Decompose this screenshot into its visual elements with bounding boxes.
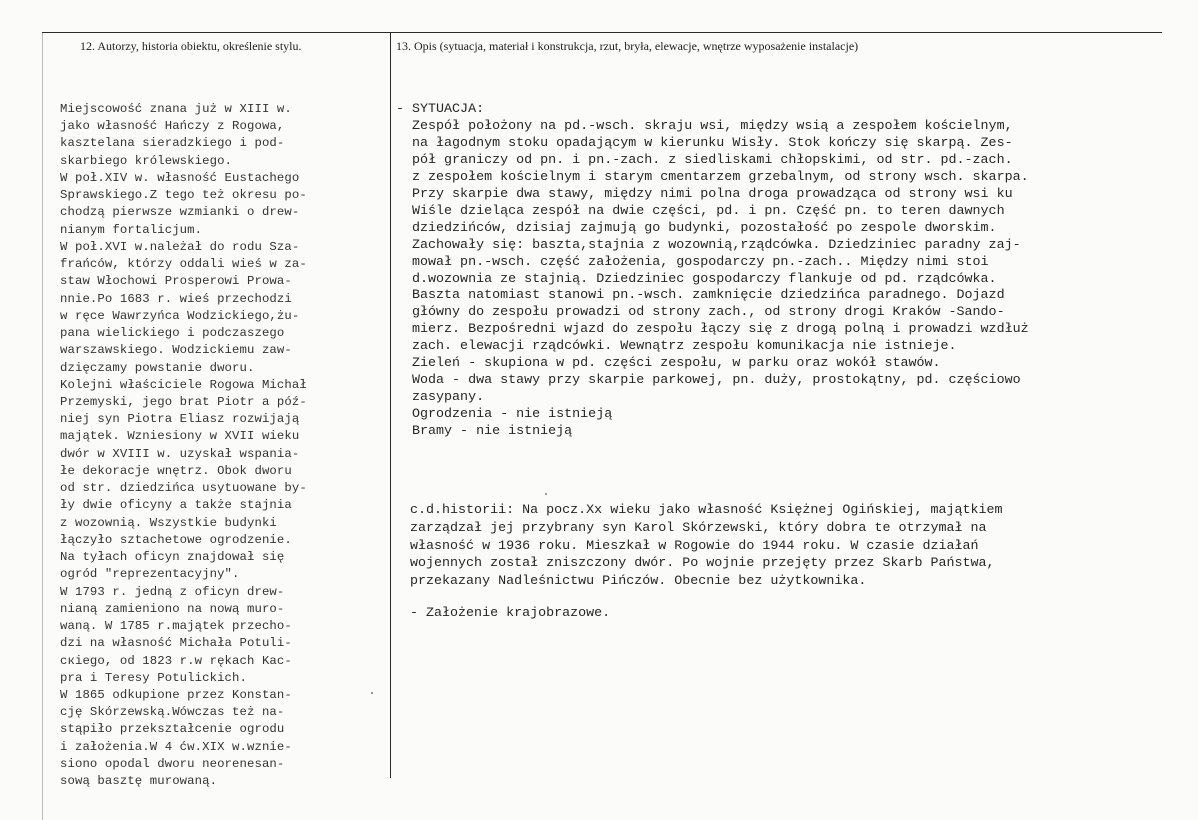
section-12-header: 12. Autorzy, historia obiektu, określenie stylu. <box>80 39 302 53</box>
landscape-note: - Założenie krajobrazowe. <box>410 606 611 621</box>
section-13-header: 13. Opis (sytuacja, materiał i konstrukcja, rzut, bryła, elewacje, wnętrze wyposażenie instalacje) <box>396 39 859 53</box>
history-text: Miejscowość znana już w XIII w. jako własność Hańczy z Rogowa, kasztelana sieradzkiego i pod- skarbiego królewskiego. W poł.XIV w. własność Eustachego Sprawskiego.Z tego też okresu po- chodzą pierwsze wzmianki o drew- nianym fortalicjum. W poł.XVI w.należał do rodu Sza- frańców, którzy oddali wieś w za- staw Włochowi Prosperowi Prowa- nnie.Po 1683 r. wieś przechodzi w ręce Wawrzyńca Wodzickiego,żu- pana wielickiego i podczaszego warszawskiego. Wodzickiemu zaw- dzięczamy powstanie dworu. Kolejni właściciele Rogowa Michał Przemyski, jego brat Piotr a póź- niej syn Piotra Eliasz rozwijają majątek. Wzniesiony w XVII wieku dwór w XVIII w. uzyskał wspania- łe dekoracje wnętrz. Obok dworu od str. dziedzińca usytuowane by- ły dwie oficyny a także stajnia z wozownią. Wszystkie budynki łączyło sztachetowe ogrodzenie. Na tyłach oficyn znajdował się ogród "reprezentacyjny". W 1793 r. jedną z oficyn drew- nianą zamieniono na nową muro- waną. W 1785 r.majątek przecho- dzi na własność Michała Potuli- cкiego, od 1823 r.w rękach Kac- pra i Teresy Potulickich. W 1865 odkupione przez Konstan- cję Skórzewską.Wówczas też na- stąpiło przekształcenie ogrodu i założenia.W 4 ćw.XIX w.wznie- siono opodal dworu neorenesan- sową basztę murowaną. <box>60 102 307 789</box>
description-text: - SYTUACJA: Zespół położony na pd.-wsch. skraju wsi, między wsią a zespołem kościelnym, na łagodnym stoku opadającym w kierunku Wisły. Stok kończy się skarpą. Zes- pół graniczy od pn. i pn.-zach. z siedliskami chłopskimi, od str. pd.-zach. z zespołem kościelnym i starym cmentarzem grzebalnym, od strony wsch. skarpa. Przy skarpie dwa stawy, między nimi polna droga prowadząca od strony wsi ku Wiśle dzieląca zespół na dwie części, pd. i pn. Część pn. to teren dawnych dziedzińców, dzisiaj zajmują go budynki, pozostałość po zespole dworskim. Zachowały się: baszta,stajnia z wozownią,rządcówka. Dziedziniec paradny zaj- mował pn.-wsch. część założenia, gospodarczy pn.-zach.. Między nimi stoi d.wozownia ze stajnią. Dziedziniec gospodarczy flankuje od pd. rządcówka. Baszta natomiast stanowi pn.-wsch. zamknięcie dziedzińca paradnego. Dojazd główny do zespołu prowadzi od strony zach., od strony drogi Kraków -Sando- mierz. Bezpośredni wjazd do zespołu łączy się z drogą polną i prowadzi wzdłuż zach. elewacji rządcówki. Wewnątrz zespołu komunikacja nie istnieje. Zieleń - skupiona w pd. części zespołu, w parku oraz wokół stawów. Woda - dwa stawy przy skarpie parkowej, pn. duży, prostokątny, pd. częściowo zasypany. Ogrodzenia - nie istnieją Bramy - nie istnieją <box>396 102 1029 440</box>
scan-speck <box>371 692 373 694</box>
scan-speck <box>545 493 547 495</box>
column-divider <box>390 32 391 778</box>
history-continuation-text: c.d.historii: Na pocz.Xx wieku jako własność Księżnej Ogińskiej, majątkiem zarządzał jej przybrany syn Karol Skórzewski, który dobra te otrzymał na własność w 1936 roku. Mieszkał w Rogowie do 1944 roku. W czasie działań wojennych został zniszczony dwór. Po wojnie przejęty przez Skarb Państwa, przekazany Nadleśnictwu Pińczów. Obecnie bez użytkownika. <box>410 503 1003 590</box>
left-margin-line <box>42 32 43 820</box>
top-rule <box>42 32 1162 33</box>
